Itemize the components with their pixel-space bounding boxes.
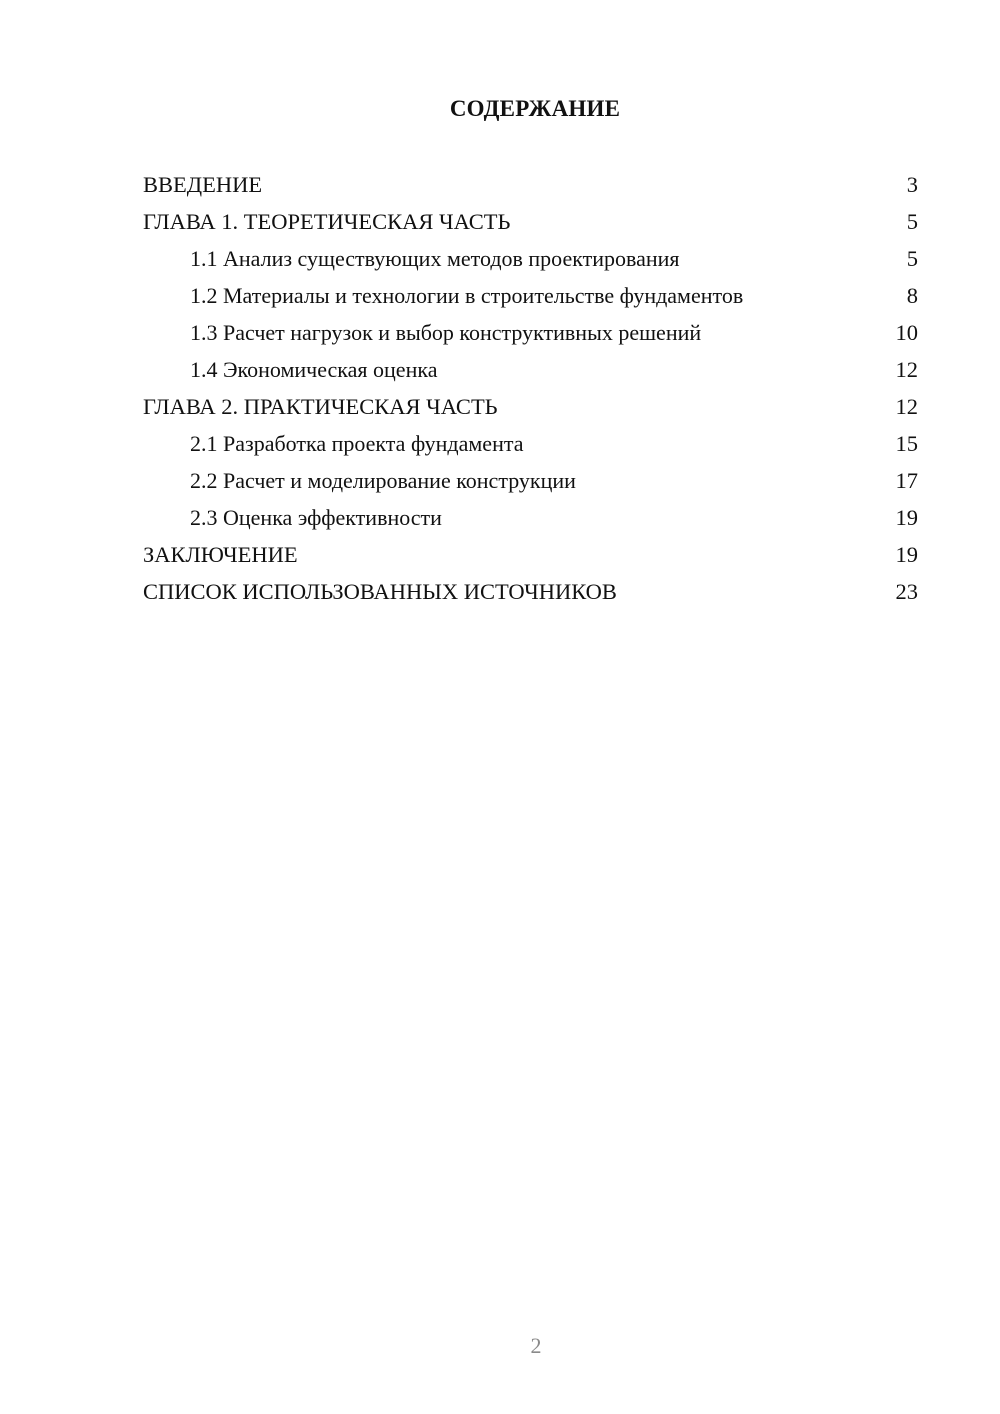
toc-entry-page: 10 [895, 320, 918, 345]
toc-entry-page: 19 [895, 505, 918, 530]
toc-entry-chapter-1 [143, 203, 918, 240]
toc-entry-section-2-1 [143, 425, 918, 462]
toc-entry-chapter-2 [143, 388, 918, 425]
toc-entry-page: 3 [906, 172, 918, 197]
toc-entry-section-2-3 [143, 499, 918, 536]
toc-entry-label: 2.1 Разработка проекта фундамента [190, 431, 524, 456]
toc-entry-page: 19 [895, 542, 918, 567]
toc-entry-page: 12 [895, 394, 918, 419]
toc-entry-label: 2.3 Оценка эффективности [190, 505, 442, 530]
toc-entry-page: 12 [895, 357, 918, 382]
page-number: 2 [530, 1333, 542, 1358]
toc-entry-label: ГЛАВА 1. ТЕОРЕТИЧЕСКАЯ ЧАСТЬ [143, 209, 511, 234]
toc-entry-page: 23 [895, 579, 918, 604]
toc-entry-label: 1.4 Экономическая оценка [190, 357, 438, 382]
toc-entry-page: 17 [895, 468, 918, 493]
toc-entry-label: ГЛАВА 2. ПРАКТИЧЕСКАЯ ЧАСТЬ [143, 394, 498, 419]
toc-entry-label: 2.2 Расчет и моделирование конструкции [190, 468, 576, 493]
toc-entry-page: 8 [906, 283, 918, 308]
toc-entry-label: 1.1 Анализ существующих методов проектирования [190, 246, 680, 271]
page-title: СОДЕРЖАНИЕ [449, 96, 621, 121]
toc-entry-label: СПИСОК ИСПОЛЬЗОВАННЫХ ИСТОЧНИКОВ [143, 579, 617, 604]
toc-entry-references [143, 573, 918, 610]
toc-entry-section-1-3 [143, 314, 918, 351]
toc-entry-page: 15 [895, 431, 918, 456]
toc-entry-section-1-2 [143, 277, 918, 314]
toc-entry-label: 1.2 Материалы и технологии в строительстве фундаментов [190, 283, 744, 308]
toc-entry-label: ВВЕДЕНИЕ [143, 172, 263, 197]
toc-entry-label: ЗАКЛЮЧЕНИЕ [143, 542, 298, 567]
toc-entry-section-2-2 [143, 462, 918, 499]
toc-entry-page: 5 [906, 209, 918, 234]
toc-entry-page: 5 [906, 246, 918, 271]
toc-entry-conclusion [143, 536, 918, 573]
toc-entry-introduction [143, 166, 918, 203]
table-of-contents [143, 166, 918, 610]
toc-entry-section-1-1 [143, 240, 918, 277]
toc-entry-section-1-4 [143, 351, 918, 388]
toc-entry-label: 1.3 Расчет нагрузок и выбор конструктивных решений [190, 320, 702, 345]
